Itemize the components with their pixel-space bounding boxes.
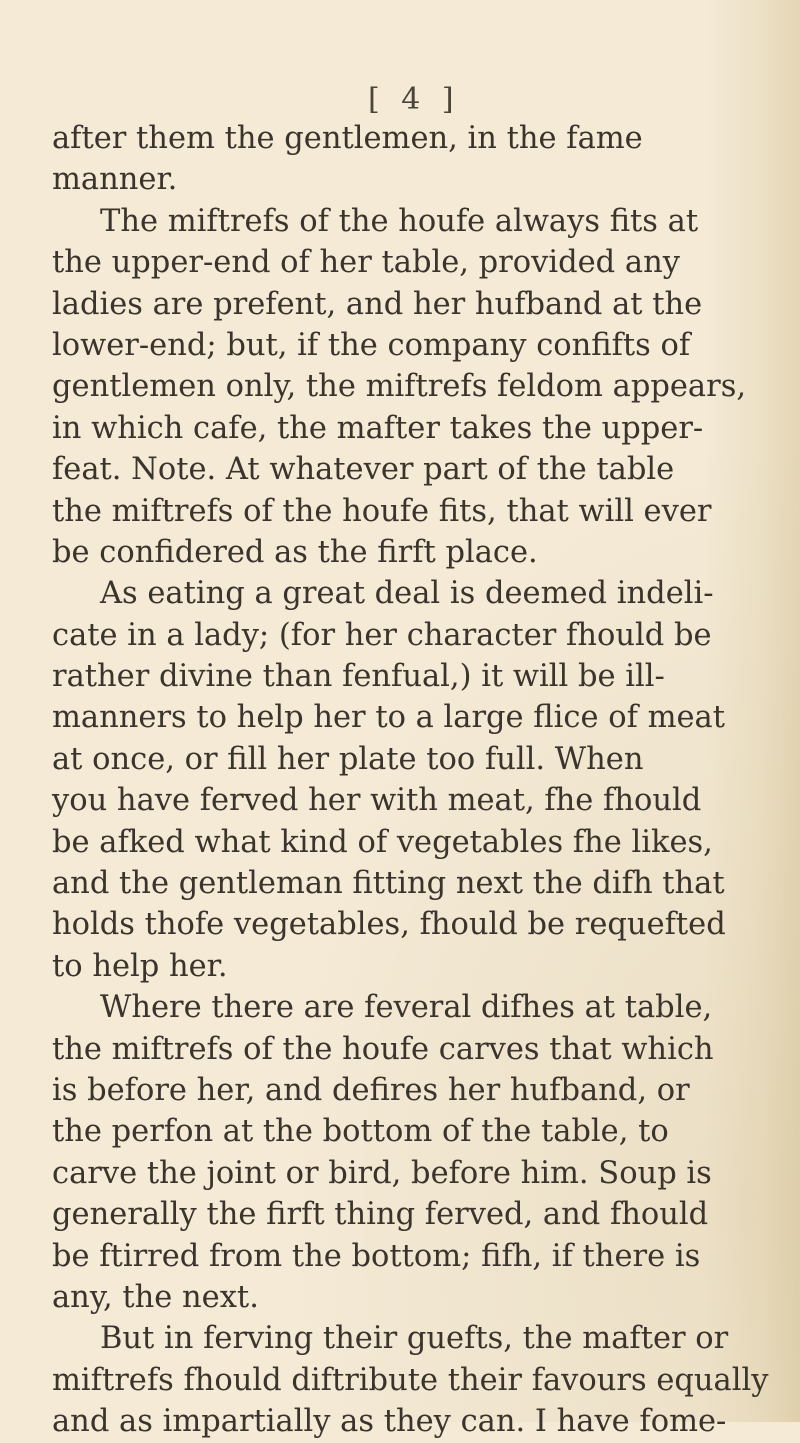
text-line: any, the next. bbox=[52, 1279, 259, 1315]
text-line: you have ferved her with meat, fhe fhould bbox=[52, 783, 702, 819]
text-line: gentlemen only, the miftrefs feldom appears, bbox=[52, 369, 747, 405]
text-line: holds thofe vegetables, fhould be requefted bbox=[52, 907, 726, 943]
text-line: the upper-end of her table, provided any bbox=[52, 245, 680, 281]
text-line: be confidered as the firft place. bbox=[52, 534, 538, 570]
running-head: [ 4 ] bbox=[368, 82, 460, 117]
text-line: be ftirred from the bottom; fifh, if there is bbox=[52, 1238, 701, 1274]
text-line: ladies are prefent, and her hufband at the bbox=[52, 286, 703, 322]
text-line: and as impartially as they can. I have fome- bbox=[52, 1404, 727, 1440]
text-line: at once, or fill her plate too full. When bbox=[52, 741, 644, 777]
text-line: manners to help her to a large flice of meat bbox=[52, 700, 725, 736]
text-line: is before her, and defires her hufband, or bbox=[52, 1072, 690, 1108]
paragraph-start-line: As eating a great deal is deemed indeli- bbox=[100, 576, 714, 612]
text-line: the perfon at the bottom of the table, to bbox=[52, 1114, 669, 1150]
text-line: rather divine than fenfual,) it will be ill- bbox=[52, 659, 665, 695]
text-line: after them the gentlemen, in the fame bbox=[52, 121, 643, 156]
text-line: the miftrefs of the houfe fits, that will ever bbox=[52, 493, 712, 529]
paragraph-start-line: But in ferving their guefts, the mafter or bbox=[100, 1321, 729, 1357]
body-text bbox=[52, 118, 772, 1443]
text-line: miftrefs fhould diftribute their favours equally bbox=[52, 1362, 769, 1398]
text-line: in which cafe, the mafter takes the upper- bbox=[52, 410, 704, 446]
text-line: carve the joint or bird, before him. Soup is bbox=[52, 1155, 712, 1191]
text-line: the miftrefs of the houfe carves that which bbox=[52, 1031, 714, 1067]
text-line: cate in a lady; (for her character fhould be bbox=[52, 617, 712, 653]
paragraph-start-line: Where there are feveral difhes at table, bbox=[100, 990, 713, 1026]
text-line: manner. bbox=[52, 162, 178, 198]
paragraph-start-line: The miftrefs of the houfe always fits at bbox=[100, 203, 699, 239]
text-line: to help her. bbox=[52, 948, 228, 984]
text-line: be afked what kind of vegetables fhe likes, bbox=[52, 824, 713, 860]
text-line: generally the firft thing ferved, and fhould bbox=[52, 1197, 709, 1233]
text-line: and the gentleman fitting next the difh that bbox=[52, 866, 725, 902]
text-line: lower-end; but, if the company confifts of bbox=[52, 327, 691, 363]
text-line: feat. Note. At whatever part of the table bbox=[52, 452, 675, 488]
